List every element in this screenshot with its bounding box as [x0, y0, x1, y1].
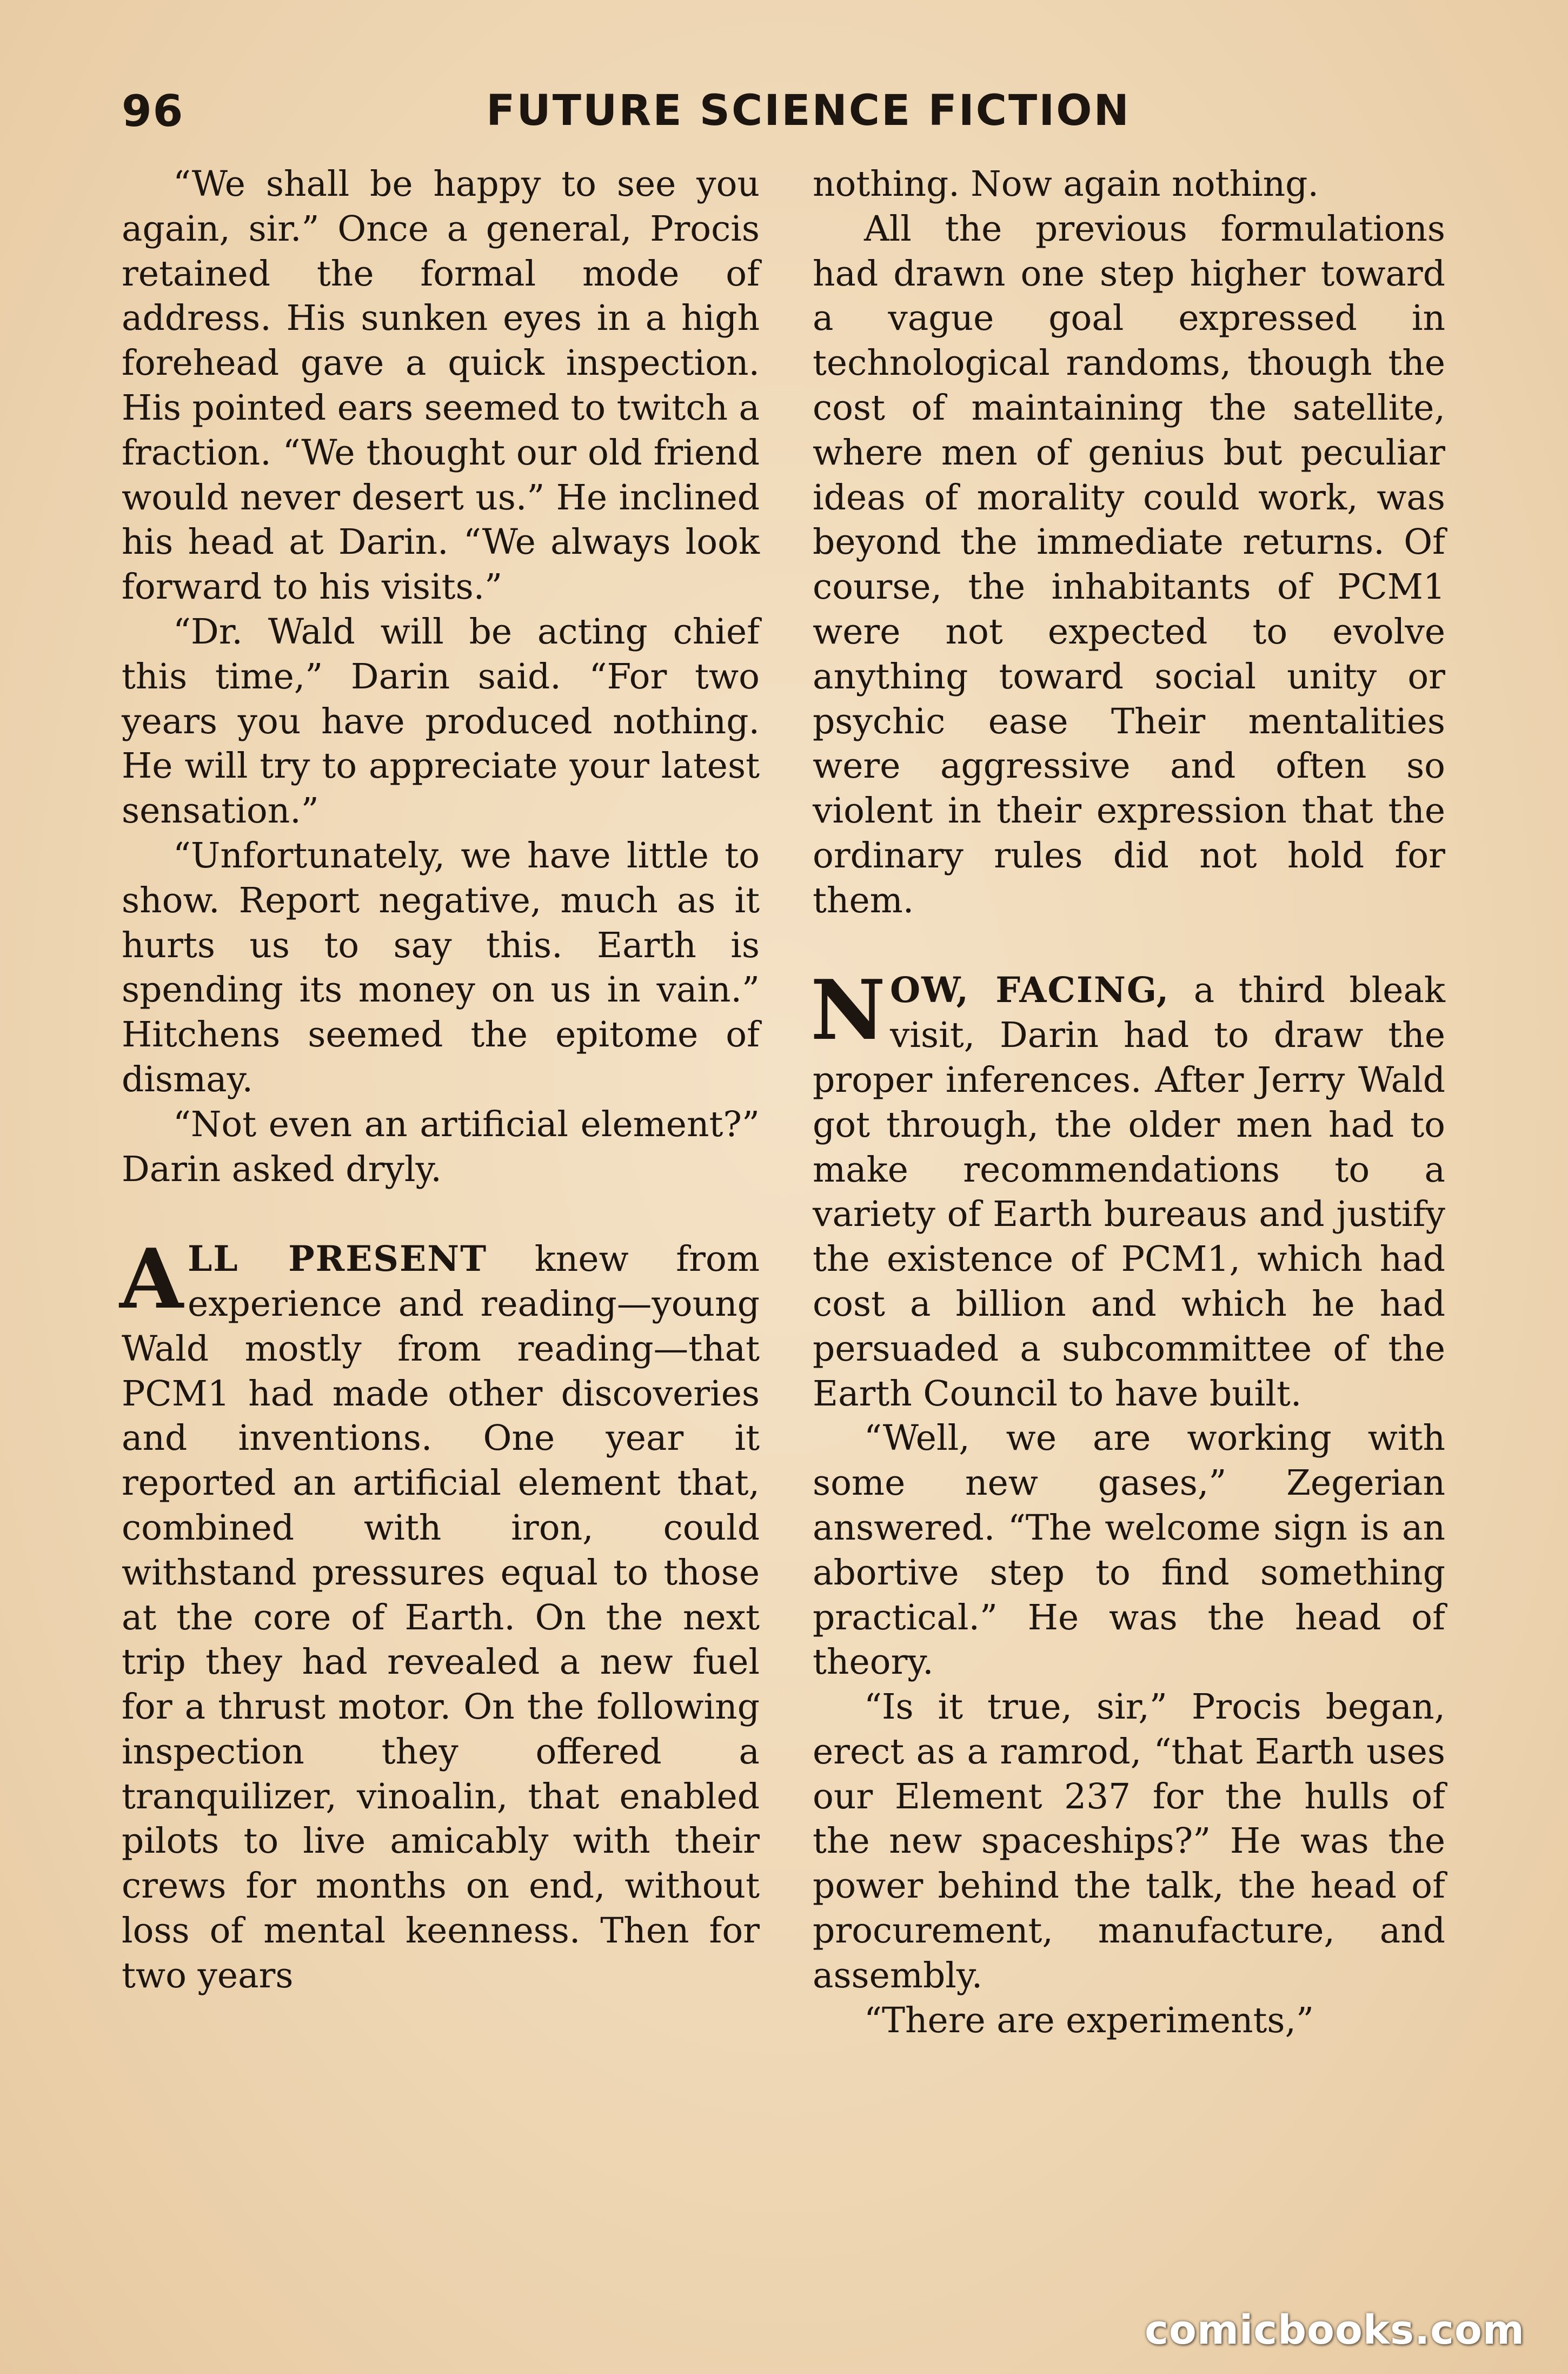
paragraph: “Not even an artificial element?” Darin asked dryly. [122, 1104, 760, 1190]
paragraph: “Dr. Wald will be acting chief this time,” Darin said. “For two years you have produced nothing. He will try to appreciate your latest sensation.” [122, 611, 760, 832]
page-header [122, 81, 1495, 141]
paragraph: “Is it true, sir,” Procis began, erect as a ramrod, “that Earth uses our Element 237 for the hulls of the new spaceships?” He was the power behind the talk, the head of procurement, manufacture, and assembly. [813, 1687, 1445, 1996]
paragraph: “Well, we are working with some new gases,” Zegerian answered. “The welcome sign is an abortive step to find something practical.” He was the head of theory. [813, 1418, 1445, 1683]
right-column [810, 162, 1445, 2043]
lead-in-caps: OW, FACING, [889, 970, 1170, 1011]
watermark-logo: comicbooks.com [1145, 2307, 1525, 2353]
paragraph: All the previous formulations had drawn one step higher toward a vague goal expressed in technological randoms, though the cost of maintaining the satellite, where men of genius but peculiar ideas of morality could work, was beyond the immediate returns. Of course, the inhabitants of PCM1 were not expected to evolve anything toward social unity or psychic ease Their mentalities were aggressive and often so violent in their expression that the ordinary rules did not hold for them. [813, 208, 1445, 921]
running-title: FUTURE SCIENCE FICTION [486, 87, 1131, 135]
paragraph: nothing. Now again nothing. [813, 164, 1319, 204]
section-paragraph [810, 961, 1445, 1416]
section-text: knew from experience and reading—young Wald mostly from reading—that PCM1 had made other discoveries and inventions. One year it reported an artificial element that, combined with iron, could withstand pressures equal to those at the core of Earth. On the next trip they had revealed a new fuel for a thrust motor. On the following inspection they offered a tranquilizer, vinoalin, that enabled pilots to live amicably with their crews for months on end, without loss of mental keenness. Then for two years [122, 1239, 760, 1996]
section-paragraph [119, 1230, 760, 1999]
drop-cap: N [810, 961, 886, 1059]
section-break [122, 1192, 760, 1237]
page-number: 96 [122, 85, 184, 136]
lead-in-caps: LL PRESENT [187, 1238, 488, 1280]
paragraph: “There are experiments,” [864, 2000, 1314, 2041]
section-text: a third bleak visit, Darin had to draw the proper inferences. After Jerry Wald got through, the older men had to make recommendations to a variety of Earth bureaus and justify the existence of PCM1, which had cost a billion and which he had persuaded a subcommittee of the Earth Council to have built. [813, 970, 1445, 1414]
left-column [119, 162, 760, 1999]
paragraph: “Unfortunately, we have little to show. Report negative, much as it hurts us to say this. Earth is spending its money on us in vain.” Hitchens seemed the epitome of dismay. [122, 835, 760, 1100]
paragraph: “We shall be happy to see you again, sir.” Once a general, Procis retained the formal mode of address. His sunken eyes in a high forehead gave a quick inspection. His pointed ears seemed to twitch a fraction. “We thought our old friend would never desert us.” He inclined his head at Darin. “We always look forward to his visits.” [122, 164, 760, 608]
drop-cap: A [119, 1230, 183, 1328]
section-break [813, 924, 1445, 969]
